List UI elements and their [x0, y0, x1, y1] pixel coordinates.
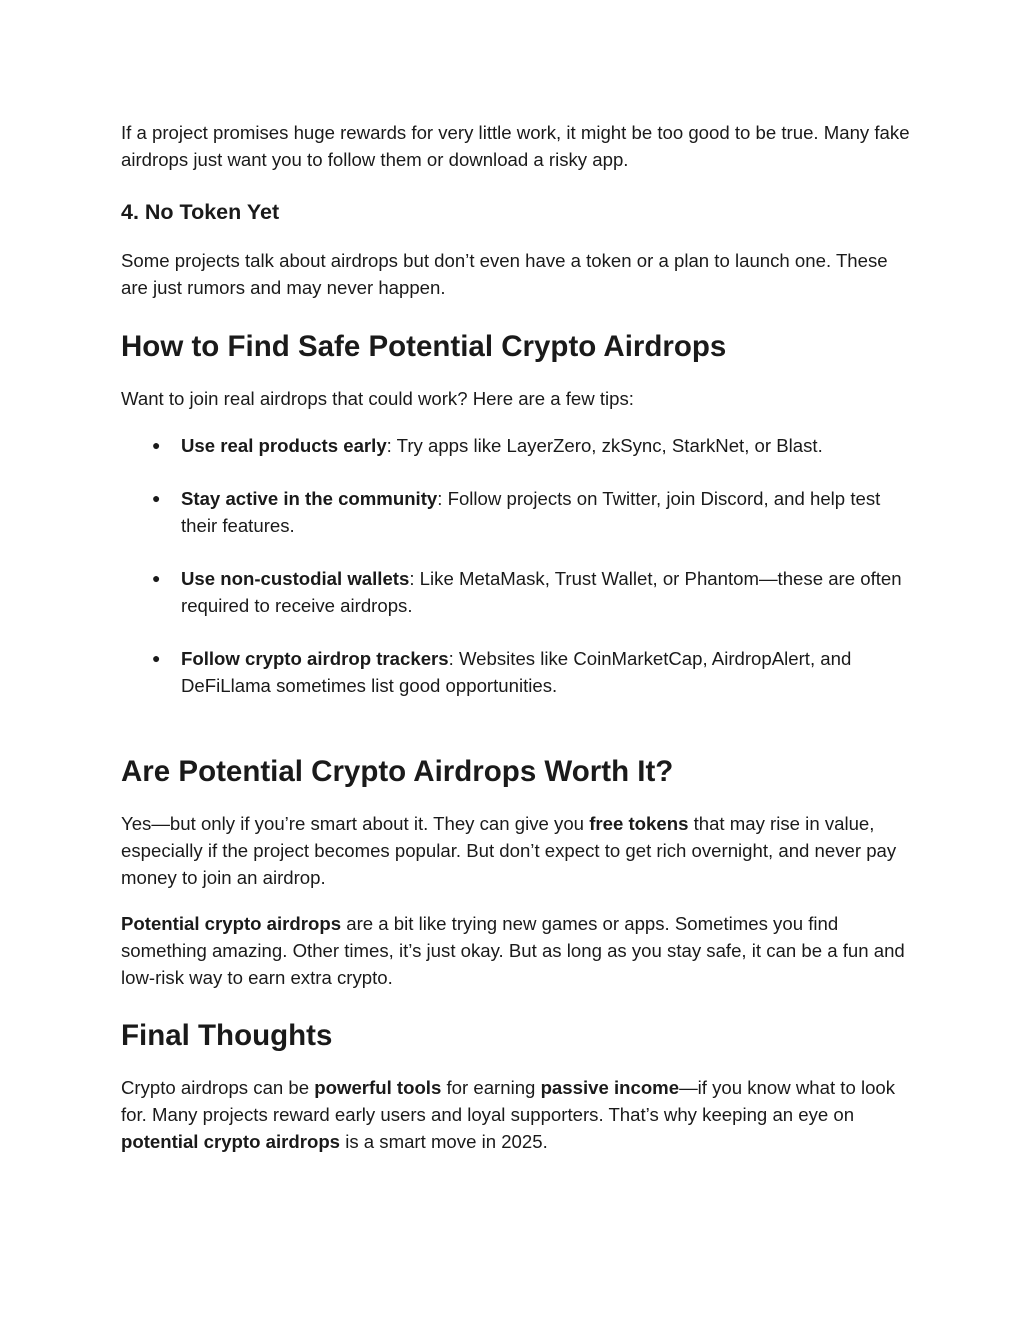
list-item: [121, 645, 911, 699]
tip-text: : Websites like CoinMarketCap, AirdropAlert, and DeFiLlama sometimes list good opportunities.: [181, 648, 852, 696]
tip-title: Use real products early: [181, 435, 387, 456]
worth-it-paragraph-1: Yes—but only if you’re smart about it. They can give you free tokens that may rise in value, especially if the project becomes popular. But don’t expect to get rich overnight, and never pay money to join an airdrop.: [121, 813, 897, 888]
tip-text: : Like MetaMask, Trust Wallet, or Phantom—these are often required to receive airdrops.: [181, 568, 902, 616]
list-item: [121, 485, 911, 539]
find-safe-heading: How to Find Safe Potential Crypto Airdrops: [121, 330, 727, 363]
no-token-heading: 4. No Token Yet: [121, 200, 280, 224]
tips-list: [121, 432, 911, 699]
final-thoughts-heading: Final Thoughts: [121, 1019, 333, 1052]
no-token-paragraph: Some projects talk about airdrops but don’t even have a token or a plan to launch one. These are just rumors and may never happen.: [121, 250, 888, 298]
bullet-icon: ●: [152, 437, 161, 453]
find-safe-intro: Want to join real airdrops that could work? Here are a few tips:: [121, 388, 634, 409]
worth-it-heading: Are Potential Crypto Airdrops Worth It?: [121, 755, 674, 788]
bullet-icon: ●: [152, 490, 161, 506]
tip-title: Use non-custodial wallets: [181, 568, 410, 589]
tip-text: : Try apps like LayerZero, zkSync, StarkNet, or Blast.: [386, 435, 823, 456]
worth-it-paragraph-2: Potential crypto airdrops are a bit like trying new games or apps. Sometimes you find something amazing. Other times, it’s just okay. But as long as you stay safe, it can be a fun and low-risk way to earn extra crypto.: [121, 913, 905, 988]
document-page: [121, 119, 911, 1155]
intro-paragraph: If a project promises huge rewards for very little work, it might be too good to be true. Many fake airdrops just want you to follow them or download a risky app.: [121, 122, 910, 170]
bullet-icon: ●: [152, 570, 161, 586]
tip-title: Stay active in the community: [181, 488, 438, 509]
list-item: [121, 432, 911, 459]
tip-title: Follow crypto airdrop trackers: [181, 648, 449, 669]
bullet-icon: ●: [152, 650, 161, 666]
tip-text: : Follow projects on Twitter, join Discord, and help test their features.: [181, 488, 881, 536]
final-thoughts-paragraph: Crypto airdrops can be powerful tools for earning passive income—if you know what to look for. Many projects reward early users and loyal supporters. That’s why keeping an eye on potential crypto airdrops is a smart move in 2025.: [121, 1077, 896, 1152]
list-item: [121, 565, 911, 619]
